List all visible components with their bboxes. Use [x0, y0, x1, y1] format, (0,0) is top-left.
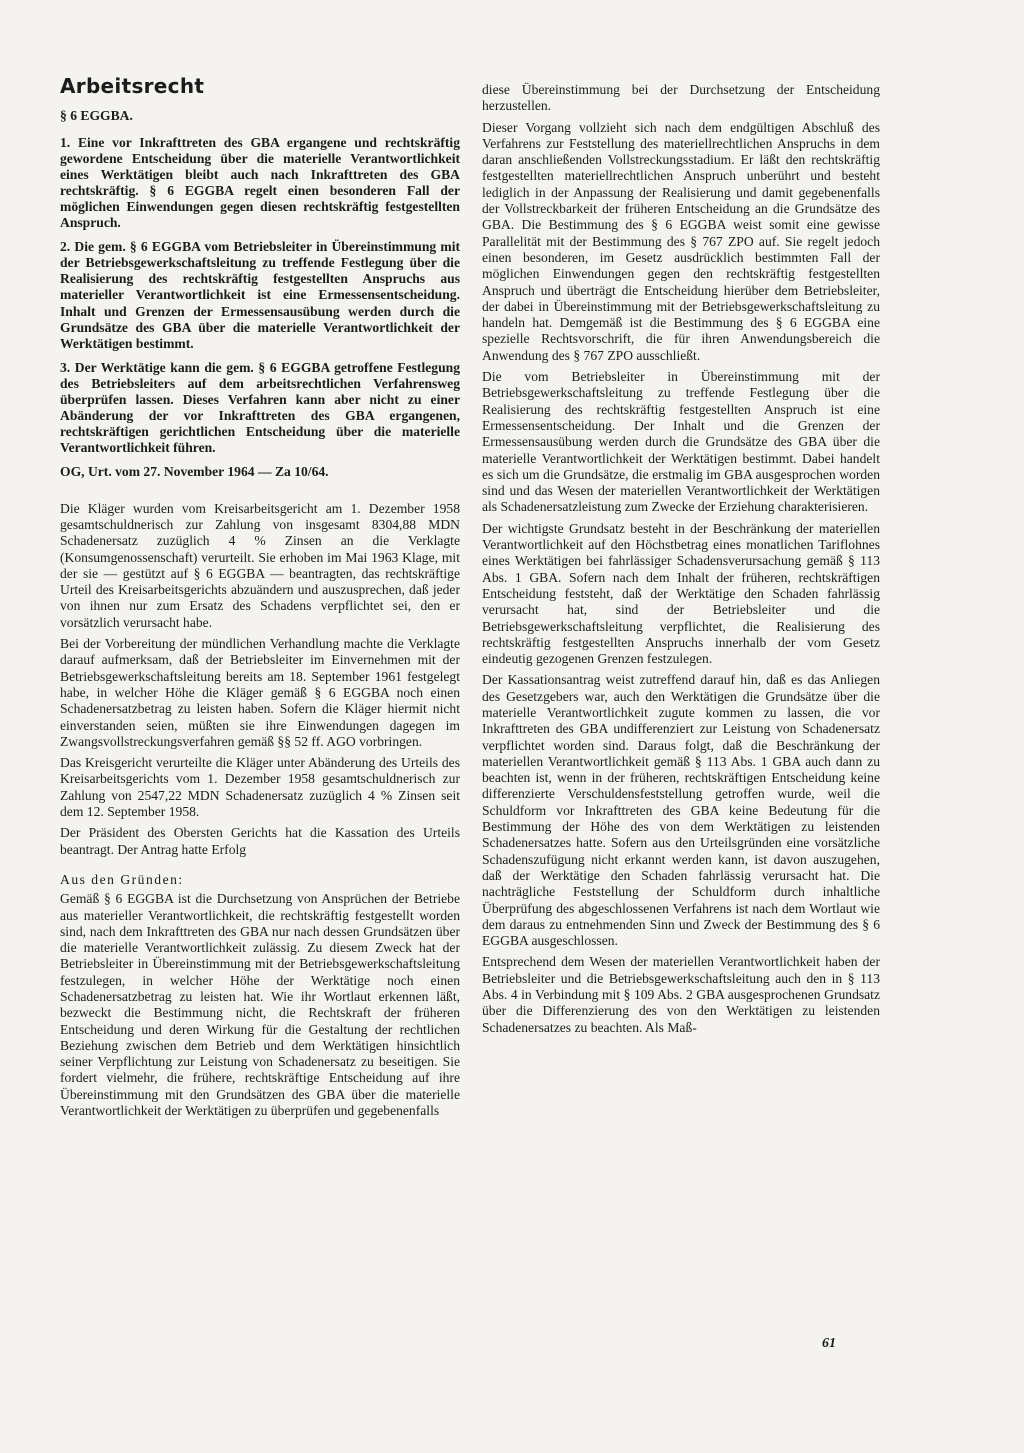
section-heading: Arbeitsrecht	[60, 74, 205, 98]
statute-reference: § 6 EGGBA.	[60, 108, 133, 124]
body-paragraph: Der Kassationsantrag weist zutreffend darauf hin, daß es das Anliegen des Gesetzgebers war, auch den Werktätigen die Grundsätze über die materielle Verantwortlichkeit zugute kommen zu lassen, die vor Inkrafttreten des GBA undifferenziert zur Leistung von Schadenersatz verpflichtet worden sind. Daraus folgt, daß die Beschränkung der materiellen Verantwortlichkeit gemäß § 113 Abs. 1 GBA auch dann zu beachten ist, wenn in der früheren, rechtskräftigen Entscheidung keine differenzierte Verschuldensfeststellung getroffen wurde, weil die Schuldform vor Inkrafttreten des GBA keine Bedeutung für die Bestimmung der Höhe des von dem Werktätigen zu leistenden Schadenersatzes hatte. Sofern aus den Urteilsgründen eine vorsätzliche Schadenszufügung nicht erkannt werden kann, ist davon auszugehen, daß der Werktätige den Schaden fahrlässig verursacht hat. Die nachträgliche Feststellung der Schuldform durch inhaltliche Überprüfung des abgeschlossenen Verfahrens ist nach dem Wortlaut wie dem daraus zu entnehmenden Sinn und Zweck der Bestimmung des § 6 EGGBA ausgeschlossen.	[482, 672, 880, 949]
reasons-subheading: Aus den Gründen:	[60, 871, 184, 887]
body-paragraph: Bei der Vorbereitung der mündlichen Verhandlung machte die Verklagte darauf aufmerksam, daß der Betriebsleiter im Einvernehmen mit der Betriebsgewerkschaftsleitung bereits am 18. September 1961 festgelegt habe, in welcher Höhe die Kläger gemäß § 6 EGGBA noch einen Schadenersatzbetrag zu leisten haben. Sofern die Kläger hiermit nicht einverstanden seien, müßten sie ihre Einwendungen dagegen im Zwangsvollstreckungsverfahren gemäß §§ 52 ff. AGO vorbringen.	[60, 636, 460, 749]
body-paragraph: Die vom Betriebsleiter in Übereinstimmung mit der Betriebsgewerkschaftsleitung zu treffende Festlegung über die Realisierung des rechtskräftig festgestellten Anspruch ist eine Ermessensentscheidung. Der Inhalt und die Grenzen der Ermessensausübung werden durch die Grundsätze des GBA über die materielle Verantwortlichkeit der Werktätigen bestimmt. Dabei handelt es sich um die Grundsätze, die erstmalig im GBA ausgesprochen worden sind und das Wesen der materiellen Verantwortlichkeit der Werktätigen als Schadenersatzleistung zum Zwecke der Erziehung charakterisieren.	[482, 369, 880, 515]
body-paragraph: Die Kläger wurden vom Kreisarbeitsgericht am 1. Dezember 1958 gesamtschuldnerisch zur Zahlung von insgesamt 8304,88 MDN Schadenersatz zuzüglich 4 % Zinsen an die Verklagte (Konsumgenossenschaft) verurteilt. Sie erhoben im Mai 1963 Klage, mit der sie — gestützt auf § 6 EGGBA — beantragten, das rechtskräftige Urteil des Kreisarbeitsgerichts abzuändern und auszusprechen, daß jeder von ihnen nur zum Ersatz des Schadens verpflichtet sei, den er vorsätzlich verursacht habe.	[60, 500, 460, 630]
leitsatz-2: 2. Die gem. § 6 EGGBA vom Betriebsleiter in Übereinstimmung mit der Betriebsgewerkschaftsleitung zu treffende Festlegung über die Realisierung des rechtskräftig festgestellten Anspruchs aus materieller Verantwortlichkeit ist eine Ermessensentscheidung. Inhalt und Grenzen der Ermessensausübung werden durch die Grundsätze des GBA über die materielle Verantwortlichkeit der Werktätigen bestimmt.	[60, 239, 460, 351]
court-citation: OG, Urt. vom 27. November 1964 — Za 10/64.	[60, 464, 329, 480]
body-paragraph: Der wichtigste Grundsatz besteht in der Beschränkung der materiellen Verantwortlichkeit auf den Höchstbetrag eines monatlichen Tariflohnes eines Werktätigen bei fahrlässiger Schadensverursachung gemäß § 113 Abs. 1 GBA. Sofern nach dem Inhalt der früheren, rechtskräftigen Entscheidung feststeht, daß der Werktätige den Schaden fahrlässig verursacht hat, sind der Betriebsleiter und die Betriebsgewerkschaftsleitung verpflichtet, die Realisierung des rechtskräftig festgestellten Anspruchs innerhalb der vom Gesetz eindeutig gezogenen Grenzen festzulegen.	[482, 520, 880, 667]
leitsatz-3: 3. Der Werktätige kann die gem. § 6 EGGBA getroffene Festlegung des Betriebsleiters auf dem arbeitsrechtlichen Verfahrensweg überprüfen lassen. Dieses Verfahren kann aber nicht zu einer Abänderung der vor Inkrafttreten des GBA ergangenen, rechtskräftigen gerichtlichen Entscheidung über die materielle Verantwortlichkeit führen.	[60, 359, 460, 456]
body-paragraph: Entsprechend dem Wesen der materiellen Verantwortlichkeit haben der Betriebsleiter und die Betriebsgewerkschaftsleitung auch den in § 113 Abs. 4 in Verbindung mit § 109 Abs. 2 GBA ausgesprochenen Grundsatz über die Differenzierung des von den Werktätigen zu leistenden Schadenersatzes zu beachten. Als Maß-	[482, 954, 880, 1035]
body-paragraph: Der Präsident des Obersten Gerichts hat die Kassation des Urteils beantragt. Der Antrag hatte Erfolg	[60, 825, 460, 857]
body-paragraph: diese Übereinstimmung bei der Durchsetzung der Entscheidung herzustellen.	[482, 82, 880, 114]
page-number: 61	[822, 1336, 836, 1351]
leitsatz-1: 1. Eine vor Inkrafttreten des GBA ergangene und rechtskräftig gewordene Entscheidung über die materielle Verantwortlichkeit eines Werktätigen bleibt auch nach Inkrafttreten des GBA rechtskräftig. § 6 EGGBA regelt einen besonderen Fall der möglichen Einwendungen gegen diesen rechtskräftig festgestellten Anspruch.	[60, 134, 460, 231]
body-paragraph: Gemäß § 6 EGGBA ist die Durchsetzung von Ansprüchen der Betriebe aus materieller Verantwortlichkeit, die rechtskräftig festgestellt worden sind, nach dem Inkrafttreten des GBA nur nach dessen Grundsätzen über die materielle Verantwortlichkeit zulässig. Zu diesem Zweck hat der Betriebsleiter in Übereinstimmung mit der Betriebsgewerkschaftsleitung festzulegen, in welcher Höhe der Werktätige noch einen Schadenersatzbetrag zu leisten hat. Wie ihr Wortlaut erkennen läßt, bezweckt die Bestimmung nicht, die Rechtskraft der früheren Entscheidung und deren Wirkung für die Gestaltung der rechtlichen Beziehung zwischen dem Betrieb und dem Werktätigen hinsichtlich seiner Verpflichtung zur Leistung von Schadenersatz zu beseitigen. Sie fordert vielmehr, die frühere, rechtskräftige Entscheidung auf ihre Übereinstimmung mit den Grundsätzen des GBA über die materielle Verantwortlichkeit der Werktätigen zu überprüfen und gegebenenfalls	[60, 891, 460, 1119]
body-paragraph: Das Kreisgericht verurteilte die Kläger unter Abänderung des Urteils des Kreisarbeitsgerichts vom 1. Dezember 1958 gesamtschuldnerisch zur Zahlung von 2547,22 MDN Schadenersatz zuzüglich 4 % Zinsen seit dem 12. September 1958.	[60, 755, 460, 820]
right-column	[482, 82, 880, 1041]
left-column	[60, 74, 460, 1124]
body-paragraph: Dieser Vorgang vollzieht sich nach dem endgültigen Abschluß des Verfahrens zur Feststellung des materiellrechtlichen Anspruchs in dem daran anschließenden Vollstreckungsstadium. Er läßt den rechtskräftig festgestellten materiellrechtlichen Anspruch unberührt und besteht lediglich in der Anpassung der Realisierung und damit gegebenenfalls der Vollstreckbarkeit der früheren Entscheidung an die Grundsätze des GBA. Die Bestimmung des § 6 EGGBA weist somit eine gewisse Parallelität mit der Bestimmung des § 767 ZPO auf. Sie regelt jedoch einen besonderen, im Gesetz ausdrücklich bestimmten Fall der möglichen Einwendungen gegen den rechtskräftig festgestellten Anspruch und überträgt die Entscheidung hierüber dem Betriebsleiter, der dabei in Übereinstimmung mit der Betriebsgewerkschaftsleitung zu handeln hat. Demgemäß ist die Bestimmung des § 6 EGGBA eine spezielle Rechtsvorschrift, die für ihren Anwendungsbereich die Anwendung des § 767 ZPO ausschließt.	[482, 119, 880, 363]
